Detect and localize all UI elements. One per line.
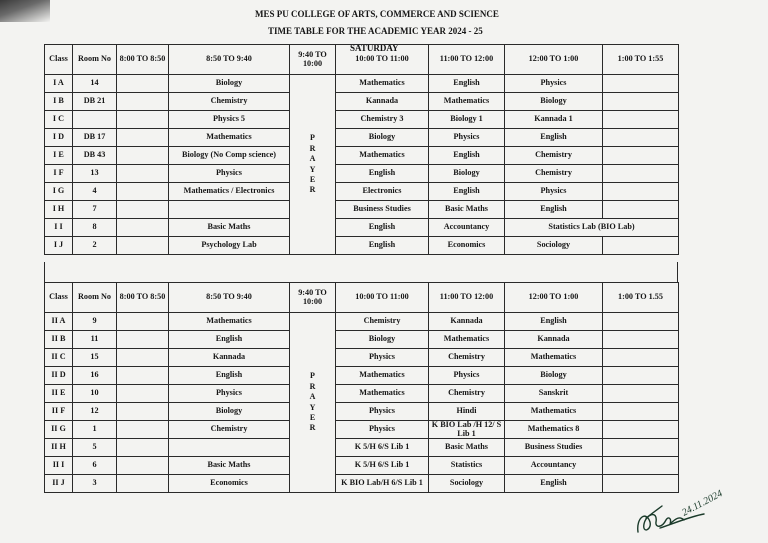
room-cell: 1 xyxy=(73,421,117,439)
room-cell: 12 xyxy=(73,403,117,421)
slot7-cell xyxy=(603,183,679,201)
prayer-letter: Y xyxy=(309,164,316,174)
slot4-cell: Kannada xyxy=(336,93,429,111)
slot2-cell: English xyxy=(169,331,290,349)
slot1-cell xyxy=(117,183,169,201)
slot2-cell: Biology xyxy=(169,403,290,421)
prayer-letter: R xyxy=(309,185,316,195)
table-row xyxy=(45,421,679,439)
table-row xyxy=(45,219,679,237)
slot2-cell: Chemistry xyxy=(169,93,290,111)
slot2-cell: Physics xyxy=(169,165,290,183)
slot6-cell: Kannada xyxy=(505,331,603,349)
slot4-cell: Mathematics xyxy=(336,75,429,93)
room-cell: DB 21 xyxy=(73,93,117,111)
slot4-cell: K BIO Lab/H 6/S Lib 1 xyxy=(336,475,429,493)
slot5-cell: Statistics xyxy=(429,457,505,475)
room-cell: DB 43 xyxy=(73,147,117,165)
slot1-cell xyxy=(117,129,169,147)
slot2-cell: Basic Maths xyxy=(169,457,290,475)
slot6-cell: Accountancy xyxy=(505,457,603,475)
table-row xyxy=(45,165,679,183)
room-cell: 11 xyxy=(73,331,117,349)
prayer-letter: P xyxy=(310,133,315,143)
slot1-cell xyxy=(117,439,169,457)
table-row xyxy=(45,93,679,111)
room-cell: 2 xyxy=(73,237,117,255)
slot5-cell: Economics xyxy=(429,237,505,255)
slot7-cell xyxy=(603,147,679,165)
prayer-letter: R xyxy=(309,381,316,391)
slot2-cell: Mathematics xyxy=(169,129,290,147)
slot6-cell: Biology xyxy=(505,367,603,385)
header-s6: 12:00 TO 1:00 xyxy=(505,45,603,75)
slot4-cell: K 5/H 6/S Lib 1 xyxy=(336,439,429,457)
slot4-cell: Electronics xyxy=(336,183,429,201)
slot7-cell xyxy=(603,111,679,129)
slot7-cell xyxy=(603,129,679,147)
table-row xyxy=(45,75,679,93)
room-cell: DB 17 xyxy=(73,129,117,147)
header-room: Room No xyxy=(73,283,117,313)
table-row xyxy=(45,237,679,255)
slot2-cell: Kannada xyxy=(169,349,290,367)
slot5-cell: Physics xyxy=(429,367,505,385)
class-cell: II I xyxy=(45,457,73,475)
table-row xyxy=(45,201,679,219)
slot4-cell: English xyxy=(336,219,429,237)
slot2-cell: Psychology Lab xyxy=(169,237,290,255)
slot1-cell xyxy=(117,385,169,403)
slot5-cell: English xyxy=(429,147,505,165)
slot5-cell: Mathematics xyxy=(429,331,505,349)
slot6-cell: Mathematics xyxy=(505,349,603,367)
room-cell: 5 xyxy=(73,439,117,457)
slot7-cell xyxy=(603,201,679,219)
prayer-letter: R xyxy=(309,143,316,153)
slot5-cell: Chemistry xyxy=(429,349,505,367)
slot5-cell: Biology 1 xyxy=(429,111,505,129)
slot6-cell: English xyxy=(505,313,603,331)
slot6-cell: Sanskrit xyxy=(505,385,603,403)
slot5-cell: K BIO Lab /H 12/ S Lib 1 xyxy=(429,421,505,439)
slot2-cell: Biology (No Comp science) xyxy=(169,147,290,165)
slot1-cell xyxy=(117,457,169,475)
header-room: Room No xyxy=(73,45,117,75)
header-s4: 10:00 TO 11:00 xyxy=(336,45,429,75)
header-s1: 8:00 TO 8:50 xyxy=(117,283,169,313)
slot7-cell xyxy=(603,313,679,331)
class-cell: I F xyxy=(45,165,73,183)
slot6-cell: English xyxy=(505,475,603,493)
page-corner-shadow xyxy=(0,0,50,22)
prayer-letter: P xyxy=(310,371,315,381)
slot4-cell: Biology xyxy=(336,331,429,349)
slot7-cell xyxy=(603,349,679,367)
class-cell: I I xyxy=(45,219,73,237)
slot5-cell: Sociology xyxy=(429,475,505,493)
slot7-cell xyxy=(603,367,679,385)
header-s6: 12:00 TO 1:00 xyxy=(505,283,603,313)
room-cell: 3 xyxy=(73,475,117,493)
slot6-cell: Biology xyxy=(505,93,603,111)
prayer-letter: E xyxy=(309,174,316,184)
slot7-cell xyxy=(603,385,679,403)
slot2-cell: Physics 5 xyxy=(169,111,290,129)
class-cell: I J xyxy=(45,237,73,255)
slot4-cell: Mathematics xyxy=(336,367,429,385)
header-s5: 11:00 TO 12:00 xyxy=(429,45,505,75)
slot4-cell: Mathematics xyxy=(336,147,429,165)
timetable-second-year xyxy=(44,282,679,493)
prayer-letter: A xyxy=(309,154,316,164)
room-cell: 16 xyxy=(73,367,117,385)
class-cell: I E xyxy=(45,147,73,165)
header-s2: 8:50 TO 9:40 xyxy=(169,45,290,75)
slot1-cell xyxy=(117,201,169,219)
slot4-cell: Chemistry 3 xyxy=(336,111,429,129)
slot1-cell xyxy=(117,75,169,93)
slot5-cell: Chemistry xyxy=(429,385,505,403)
header-s3: 9:40 TO 10:00 xyxy=(290,45,336,75)
slot2-cell: English xyxy=(169,367,290,385)
day-label: SATURDAY xyxy=(350,43,399,53)
slot1-cell xyxy=(117,421,169,439)
prayer-cell xyxy=(290,313,336,493)
slot7-cell xyxy=(603,421,679,439)
table-row xyxy=(45,349,679,367)
table-row xyxy=(45,313,679,331)
table-row xyxy=(45,457,679,475)
signature xyxy=(632,488,742,538)
class-cell: I D xyxy=(45,129,73,147)
slot7-cell xyxy=(603,165,679,183)
slot1-cell xyxy=(117,237,169,255)
slot2-cell: Mathematics / Electronics xyxy=(169,183,290,201)
college-title: MES PU COLLEGE OF ARTS, COMMERCE AND SCIENCE xyxy=(255,9,499,19)
slot6-cell: English xyxy=(505,129,603,147)
table-row xyxy=(45,331,679,349)
class-cell: II E xyxy=(45,385,73,403)
table-row xyxy=(45,129,679,147)
header-s1: 8:00 TO 8:50 xyxy=(117,45,169,75)
header-class: Class xyxy=(45,45,73,75)
slot1-cell xyxy=(117,219,169,237)
slot5-cell: Hindi xyxy=(429,403,505,421)
slot4-cell: English xyxy=(336,237,429,255)
slot7-cell xyxy=(603,331,679,349)
slot1-cell xyxy=(117,93,169,111)
slot2-cell: Biology xyxy=(169,75,290,93)
class-cell: II A xyxy=(45,313,73,331)
timetable-first-year xyxy=(44,44,679,255)
table-row xyxy=(45,147,679,165)
slot7-cell xyxy=(603,75,679,93)
class-cell: II C xyxy=(45,349,73,367)
class-cell: II G xyxy=(45,421,73,439)
slot6-cell: Sociology xyxy=(505,237,603,255)
header-class: Class xyxy=(45,283,73,313)
slot7-cell xyxy=(603,439,679,457)
slot1-cell xyxy=(117,331,169,349)
slot6-cell: Business Studies xyxy=(505,439,603,457)
slot6-cell: English xyxy=(505,201,603,219)
class-cell: II D xyxy=(45,367,73,385)
prayer-letter: A xyxy=(309,392,316,402)
slot5-cell: Basic Maths xyxy=(429,201,505,219)
class-cell: I C xyxy=(45,111,73,129)
room-cell: 8 xyxy=(73,219,117,237)
slot6-cell: Mathematics xyxy=(505,403,603,421)
header-s5: 11:00 TO 12:00 xyxy=(429,283,505,313)
table-row xyxy=(45,403,679,421)
slot1-cell xyxy=(117,111,169,129)
class-cell: II H xyxy=(45,439,73,457)
slot1-cell xyxy=(117,403,169,421)
slot4-cell: Biology xyxy=(336,129,429,147)
slot1-cell xyxy=(117,147,169,165)
prayer-letter: E xyxy=(309,413,316,422)
room-cell: 9 xyxy=(73,313,117,331)
slot6-cell: Chemistry xyxy=(505,147,603,165)
class-cell: II J xyxy=(45,475,73,493)
class-cell: I B xyxy=(45,93,73,111)
table-row xyxy=(45,111,679,129)
slot6-cell: Kannada 1 xyxy=(505,111,603,129)
slot5-cell: English xyxy=(429,183,505,201)
table-row xyxy=(45,385,679,403)
slot4-cell: Business Studies xyxy=(336,201,429,219)
slot4-cell: Physics xyxy=(336,403,429,421)
room-cell: 4 xyxy=(73,183,117,201)
header-s2: 8:50 TO 9:40 xyxy=(169,283,290,313)
room-cell xyxy=(73,111,117,129)
slot1-cell xyxy=(117,349,169,367)
slot2-cell: Chemistry xyxy=(169,421,290,439)
room-cell: 7 xyxy=(73,201,117,219)
room-cell: 6 xyxy=(73,457,117,475)
slot4-cell: Mathematics xyxy=(336,385,429,403)
room-cell: 15 xyxy=(73,349,117,367)
header-s7: 1:00 TO 1:55 xyxy=(603,45,679,75)
slot4-cell: K 5/H 6/S Lib 1 xyxy=(336,457,429,475)
slot4-cell: Physics xyxy=(336,421,429,439)
slot6-cell: Mathematics 8 xyxy=(505,421,603,439)
slot6-cell: Physics xyxy=(505,183,603,201)
class-cell: II B xyxy=(45,331,73,349)
slot1-cell xyxy=(117,313,169,331)
class-cell: I G xyxy=(45,183,73,201)
class-cell: II F xyxy=(45,403,73,421)
slot4-cell: Chemistry xyxy=(336,313,429,331)
slot7-cell xyxy=(603,457,679,475)
slot5-cell: English xyxy=(429,75,505,93)
slot5-cell: Mathematics xyxy=(429,93,505,111)
slot5-cell: Basic Maths xyxy=(429,439,505,457)
slot6-7-cell: Statistics Lab (BIO Lab) xyxy=(505,219,679,237)
room-cell: 14 xyxy=(73,75,117,93)
table-separator xyxy=(44,262,678,282)
slot7-cell xyxy=(603,93,679,111)
room-cell: 10 xyxy=(73,385,117,403)
slot5-cell: Kannada xyxy=(429,313,505,331)
slot1-cell xyxy=(117,165,169,183)
slot5-cell: Physics xyxy=(429,129,505,147)
table-row xyxy=(45,439,679,457)
header-s7: 1:00 TO 1.55 xyxy=(603,283,679,313)
signature-date: 24.11.2024 xyxy=(680,488,725,519)
slot1-cell xyxy=(117,475,169,493)
class-cell: I A xyxy=(45,75,73,93)
slot4-cell: Physics xyxy=(336,349,429,367)
room-cell: 13 xyxy=(73,165,117,183)
slot2-cell xyxy=(169,201,290,219)
slot4-cell: English xyxy=(336,165,429,183)
timetable-subtitle: TIME TABLE FOR THE ACADEMIC YEAR 2024 - 25 xyxy=(268,26,483,36)
prayer-letter: R xyxy=(309,423,316,433)
prayer-cell xyxy=(290,75,336,255)
slot7-cell xyxy=(603,403,679,421)
slot7-cell xyxy=(603,237,679,255)
class-cell: I H xyxy=(45,201,73,219)
table-row xyxy=(45,183,679,201)
table-row xyxy=(45,475,679,493)
slot2-cell xyxy=(169,439,290,457)
slot1-cell xyxy=(117,367,169,385)
slot5-cell: Biology xyxy=(429,165,505,183)
slot2-cell: Basic Maths xyxy=(169,219,290,237)
slot6-cell: Physics xyxy=(505,75,603,93)
slot5-cell: Accountancy xyxy=(429,219,505,237)
slot2-cell: Economics xyxy=(169,475,290,493)
prayer-letter: Y xyxy=(309,402,316,412)
slot6-cell: Chemistry xyxy=(505,165,603,183)
header-s3: 9:40 TO 10:00 xyxy=(290,283,336,313)
slot2-cell: Physics xyxy=(169,385,290,403)
header-s4: 10:00 TO 11:00 xyxy=(336,283,429,313)
slot2-cell: Mathematics xyxy=(169,313,290,331)
table-row xyxy=(45,367,679,385)
